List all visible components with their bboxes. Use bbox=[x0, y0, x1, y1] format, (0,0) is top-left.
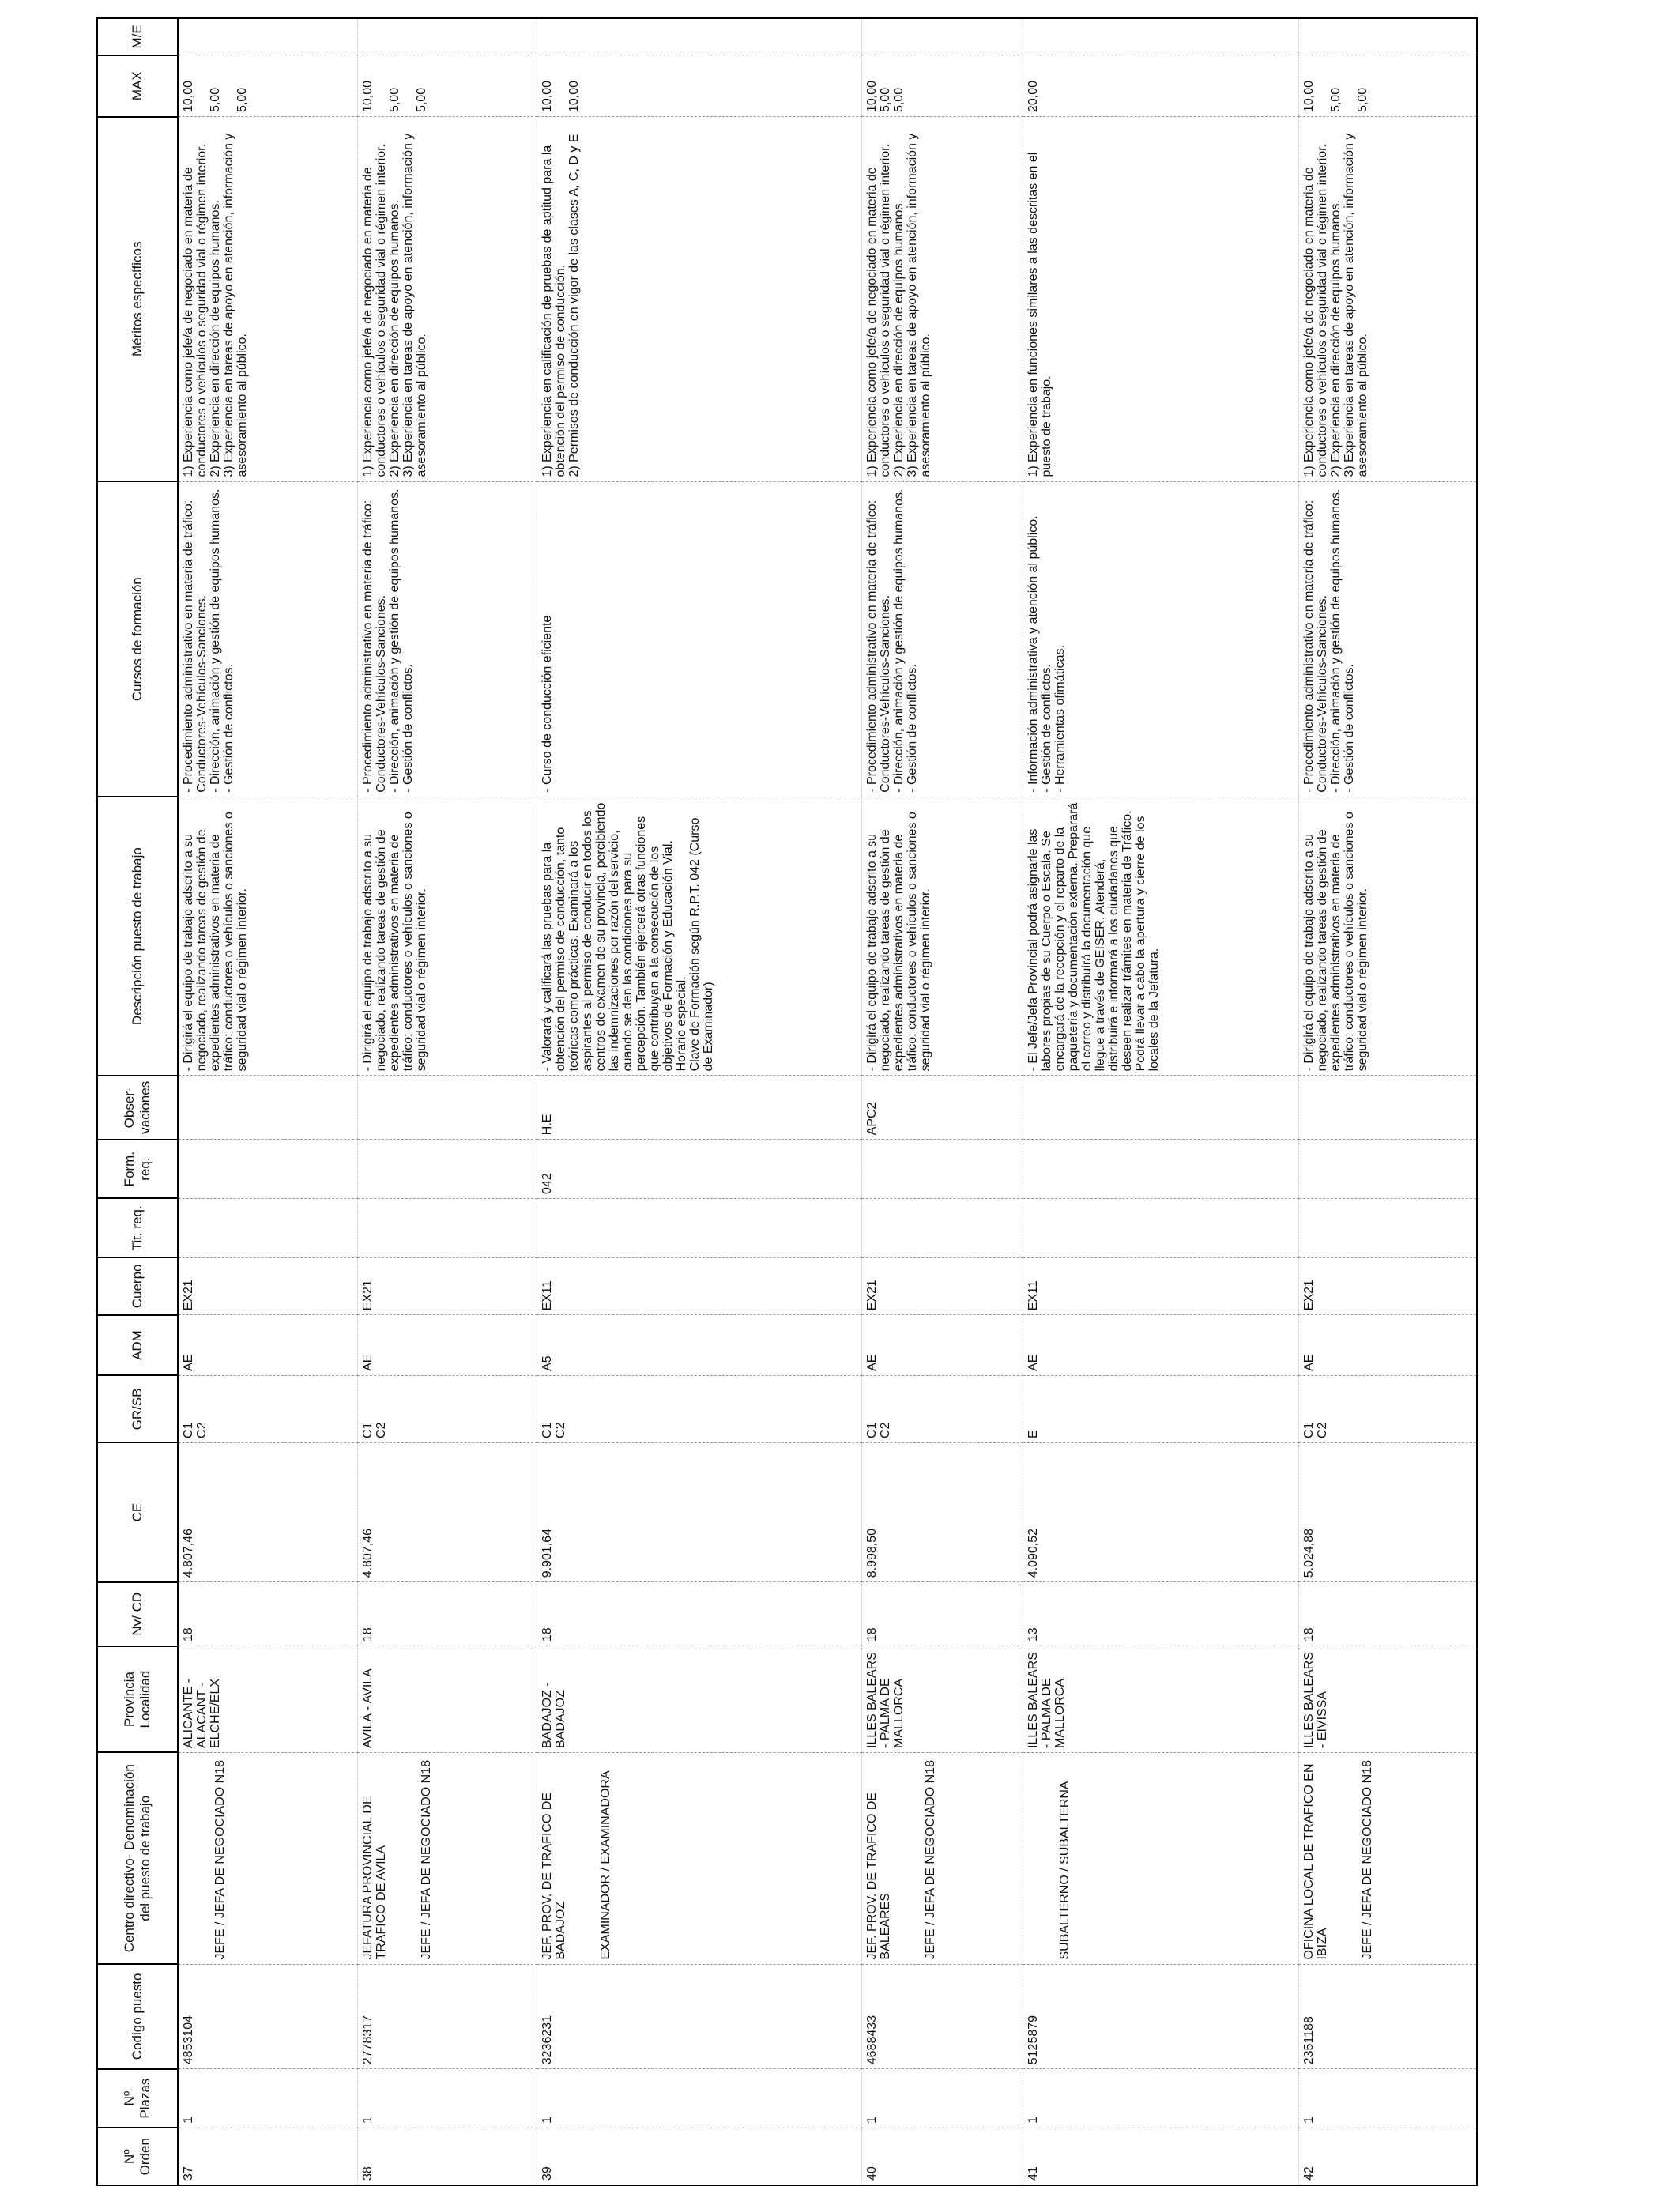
cell-max: 10,00 5,00 5,00 bbox=[1299, 55, 1478, 117]
cell-cuerpo: EX21 bbox=[178, 1257, 358, 1315]
cell-adm: A5 bbox=[537, 1315, 862, 1376]
cell-descripcion: - Valorará y calificará las pruebas para la obtención del permiso de conducción, tanto teóricas como prácticas. Examinará a los aspirantes al permiso de conducir en todos los centros de examen de su provincia, percibiendo las indemnizaciones por razón del servicio, cuando se den las condiciones para su percepción. También ejercerá otras funciones que contribuyan a la consecución de los objetivos de Formación y Educación Vial. Horario especial. Clave de Formación según R.P.T. 042 (Curso de Examinador) bbox=[537, 797, 862, 1076]
cell-plazas: 1 bbox=[1299, 2069, 1478, 2128]
cell-descripcion: - Dirigirá el equipo de trabajo adscrito a su negociado, realizando tareas de gestión de expedientes administrativos en materia de tráfico: conductores o vehículos o sanciones o seguridad vial o régimen interior. bbox=[358, 797, 537, 1076]
cell-tit bbox=[358, 1198, 537, 1257]
cell-orden: 37 bbox=[178, 2128, 358, 2185]
cell-meritos: 1) Experiencia como jefe/a de negociado en materia de conductores o vehículos o seguridad vial o régimen interior. 2) Experiencia en dirección de equipos humanos. 3) Experiencia en tareas de apoyo en atención, información y asesoramiento al público. bbox=[358, 117, 537, 481]
cell-grsb: E bbox=[1023, 1375, 1299, 1442]
cell-centro bbox=[178, 1752, 358, 1964]
cell-grsb: C1 C2 bbox=[1299, 1375, 1478, 1442]
cell-cuerpo: EX21 bbox=[862, 1257, 1023, 1315]
cell-centro bbox=[862, 1752, 1023, 1964]
cell-cuerpo: EX11 bbox=[1023, 1257, 1299, 1315]
cell-me bbox=[1023, 18, 1299, 55]
cell-cursos: - Curso de conducción eficiente bbox=[537, 481, 862, 797]
cell-adm: AE bbox=[178, 1315, 358, 1376]
cell-ce: 4.807,46 bbox=[358, 1442, 537, 1581]
cell-adm: AE bbox=[1299, 1315, 1478, 1376]
cell-cuerpo: EX21 bbox=[358, 1257, 537, 1315]
cell-provincia: ILLES BALEARS - EIVISSA bbox=[1299, 1646, 1478, 1753]
cell-nivel: 18 bbox=[178, 1582, 358, 1646]
cell-orden: 41 bbox=[1023, 2128, 1299, 2185]
denominacion: EXAMINADOR / EXAMINADORA bbox=[599, 1770, 612, 1960]
cell-cursos: - Procedimiento administrativo en materia de tráfico: Conductores-Vehículos-Sanciones. - Dirección, animación y gestión de equipos humanos. - Gestión de conflictos. bbox=[178, 481, 358, 797]
header-codigo: Codigo puesto bbox=[97, 1964, 178, 2069]
cell-ce: 4.090,52 bbox=[1023, 1442, 1299, 1581]
header-meritos: Méritos específicos bbox=[97, 117, 178, 481]
cell-adm: AE bbox=[862, 1315, 1023, 1376]
cell-max: 10,00 5,00 5,00 bbox=[358, 55, 537, 117]
cell-tit bbox=[1299, 1198, 1478, 1257]
cell-tit bbox=[537, 1198, 862, 1257]
cell-cursos: - Procedimiento administrativo en materia de tráfico: Conductores-Vehículos-Sanciones. - Dirección, animación y gestión de equipos humanos. - Gestión de conflictos. bbox=[358, 481, 537, 797]
header-row bbox=[97, 18, 178, 2185]
cell-descripcion: - El Jefe/Jefa Provincial podrá asignarle las labores propias de su Cuerpo o Escala. Se encargará de la recepción y el reparto de la paquetería y documentación externa. Preparará el correo y distribuirá la documentación que llegue a través de GEISER. Atenderá, distribuirá e informará a los ciudadanos que deseen realizar trámites en materia de Tráfico. Podrá llevar a cabo la apertura y cierre de los locales de la Jefatura. bbox=[1023, 797, 1299, 1076]
cell-ce: 4.807,46 bbox=[178, 1442, 358, 1581]
cell-descripcion: - Dirigirá el equipo de trabajo adscrito a su negociado, realizando tareas de gestión de expedientes administrativos en materia de tráfico: conductores o vehículos o sanciones o seguridad vial o régimen interior. bbox=[178, 797, 358, 1076]
cell-nivel: 18 bbox=[1299, 1582, 1478, 1646]
denominacion: JEFE / JEFA DE NEGOCIADO N18 bbox=[924, 1760, 937, 1960]
cell-tit bbox=[178, 1198, 358, 1257]
header-provincia: Provincia Localidad bbox=[97, 1646, 178, 1753]
cell-adm: AE bbox=[1023, 1315, 1299, 1376]
cell-orden: 40 bbox=[862, 2128, 1023, 2185]
cell-me bbox=[537, 18, 862, 55]
cell-orden: 39 bbox=[537, 2128, 862, 2185]
cell-adm: AE bbox=[358, 1315, 537, 1376]
cell-form bbox=[862, 1140, 1023, 1199]
cell-meritos: 1) Experiencia en funciones similares a las descritas en el puesto de trabajo. bbox=[1023, 117, 1299, 481]
cell-grsb: C1 C2 bbox=[178, 1375, 358, 1442]
positions-table bbox=[96, 17, 1478, 2186]
cell-provincia: ALICANTE - ALACANT - ELCHE/ELX bbox=[178, 1646, 358, 1753]
cell-descripcion: - Dirigirá el equipo de trabajo adscrito a su negociado, realizando tareas de gestión de expedientes administrativos en materia de tráfico: conductores o vehículos o sanciones o seguridad vial o régimen interior. bbox=[1299, 797, 1478, 1076]
header-descripcion: Descripción puesto de trabajo bbox=[97, 797, 178, 1076]
cell-codigo: 2351188 bbox=[1299, 1964, 1478, 2069]
cell-cursos: - Procedimiento administrativo en materia de tráfico: Conductores-Vehículos-Sanciones. - Dirección, animación y gestión de equipos humanos. - Gestión de conflictos. bbox=[1299, 481, 1478, 797]
header-tit: Tit. req. bbox=[97, 1198, 178, 1257]
cell-form bbox=[1023, 1140, 1299, 1199]
cell-codigo: 5125879 bbox=[1023, 1964, 1299, 2069]
table-row bbox=[862, 18, 1023, 2185]
header-centro: Centro directivo- Denominación del puesto de trabajo bbox=[97, 1752, 178, 1964]
cell-grsb: C1 C2 bbox=[358, 1375, 537, 1442]
cell-form bbox=[358, 1140, 537, 1199]
cell-grsb: C1 C2 bbox=[537, 1375, 862, 1442]
cell-cuerpo: EX21 bbox=[1299, 1257, 1478, 1315]
cell-plazas: 1 bbox=[862, 2069, 1023, 2128]
denominacion: JEFE / JEFA DE NEGOCIADO N18 bbox=[420, 1760, 433, 1960]
cell-centro bbox=[537, 1752, 862, 1964]
centro-directivo: JEF. PROV. DE TRAFICO DE BALEARES bbox=[865, 1792, 892, 1960]
cell-me bbox=[178, 18, 358, 55]
cell-tit bbox=[862, 1198, 1023, 1257]
cell-ce: 5.024,88 bbox=[1299, 1442, 1478, 1581]
cell-codigo: 2778317 bbox=[358, 1964, 537, 2069]
cell-max: 10,00 5,00 5,00 bbox=[862, 55, 1023, 117]
header-ce: CE bbox=[97, 1442, 178, 1581]
cell-obs bbox=[178, 1076, 358, 1140]
denominacion: SUBALTERNO / SUBALTERNA bbox=[1058, 1781, 1072, 1960]
cell-max: 10,00 10,00 bbox=[537, 55, 862, 117]
cell-codigo: 4688433 bbox=[862, 1964, 1023, 2069]
cell-nivel: 18 bbox=[358, 1582, 537, 1646]
cell-tit bbox=[1023, 1198, 1299, 1257]
header-form: Form. req. bbox=[97, 1140, 178, 1199]
table-row bbox=[537, 18, 862, 2185]
cell-ce: 8.998,50 bbox=[862, 1442, 1023, 1581]
cell-nivel: 18 bbox=[537, 1582, 862, 1646]
cell-me bbox=[358, 18, 537, 55]
header-cuerpo: Cuerpo bbox=[97, 1257, 178, 1315]
cell-cursos: - Procedimiento administrativo en materia de tráfico: Conductores-Vehículos-Sanciones. - Dirección, animación y gestión de equipos humanos. - Gestión de conflictos. bbox=[862, 481, 1023, 797]
cell-obs: H.E bbox=[537, 1076, 862, 1140]
cell-meritos: 1) Experiencia en calificación de pruebas de aptitud para la obtención del permiso de conducción. 2) Permisos de conducción en vigor de las clases A, C, D y E bbox=[537, 117, 862, 481]
cell-meritos: 1) Experiencia como jefe/a de negociado en materia de conductores o vehículos o seguridad vial o régimen interior. 2) Experiencia en dirección de equipos humanos. 3) Experiencia en tareas de apoyo en atención, información y asesoramiento al público. bbox=[862, 117, 1023, 481]
header-nivel: Nv/ CD bbox=[97, 1582, 178, 1646]
cell-obs bbox=[358, 1076, 537, 1140]
centro-directivo: JEFATURA PROVINCIAL DE TRAFICO DE AVILA bbox=[361, 1796, 388, 1960]
cell-max: 10,00 5,00 5,00 bbox=[178, 55, 358, 117]
table-row bbox=[178, 18, 358, 2185]
cell-ce: 9.901,64 bbox=[537, 1442, 862, 1581]
cell-codigo: 3236231 bbox=[537, 1964, 862, 2069]
table-row bbox=[1023, 18, 1299, 2185]
denominacion: JEFE / JEFA DE NEGOCIADO N18 bbox=[213, 1760, 227, 1960]
header-cursos: Cursos de formación bbox=[97, 481, 178, 797]
cell-orden: 42 bbox=[1299, 2128, 1478, 2185]
denominacion: JEFE / JEFA DE NEGOCIADO N18 bbox=[1361, 1760, 1374, 1960]
cell-nivel: 18 bbox=[862, 1582, 1023, 1646]
table-row bbox=[1299, 18, 1478, 2185]
header-plazas: Nº Plazas bbox=[97, 2069, 178, 2128]
cell-me bbox=[862, 18, 1023, 55]
cell-provincia: ILLES BALEARS - PALMA DE MALLORCA bbox=[1023, 1646, 1299, 1753]
cell-form bbox=[1299, 1140, 1478, 1199]
cell-plazas: 1 bbox=[178, 2069, 358, 2128]
cell-provincia: ILLES BALEARS - PALMA DE MALLORCA bbox=[862, 1646, 1023, 1753]
centro-directivo: OFICINA LOCAL DE TRAFICO EN IBIZA bbox=[1302, 1763, 1329, 1960]
cell-me bbox=[1299, 18, 1478, 55]
header-orden: Nº Orden bbox=[97, 2128, 178, 2185]
cell-provincia: AVILA - AVILA bbox=[358, 1646, 537, 1753]
cell-grsb: C1 C2 bbox=[862, 1375, 1023, 1442]
cell-obs bbox=[1023, 1076, 1299, 1140]
header-obs: Obser- vaciones bbox=[97, 1076, 178, 1140]
cell-obs: APC2 bbox=[862, 1076, 1023, 1140]
cell-obs bbox=[1299, 1076, 1478, 1140]
header-me: M/E bbox=[97, 18, 178, 55]
cell-plazas: 1 bbox=[537, 2069, 862, 2128]
cell-codigo: 4853104 bbox=[178, 1964, 358, 2069]
cell-plazas: 1 bbox=[1023, 2069, 1299, 2128]
header-adm: ADM bbox=[97, 1315, 178, 1376]
cell-cuerpo: EX11 bbox=[537, 1257, 862, 1315]
cell-cursos: - Información administrativa y atención al público. - Gestión de conflictos. - Herramientas ofimáticas. bbox=[1023, 481, 1299, 797]
cell-nivel: 13 bbox=[1023, 1582, 1299, 1646]
cell-max: 20,00 bbox=[1023, 55, 1299, 117]
cell-form bbox=[178, 1140, 358, 1199]
centro-directivo: JEF. PROV. DE TRAFICO DE BADAJOZ bbox=[541, 1792, 567, 1960]
cell-orden: 38 bbox=[358, 2128, 537, 2185]
header-max: MAX bbox=[97, 55, 178, 117]
header-grsb: GR/SB bbox=[97, 1375, 178, 1442]
cell-descripcion: - Dirigirá el equipo de trabajo adscrito a su negociado, realizando tareas de gestión de expedientes administrativos en materia de tráfico: conductores o vehículos o sanciones o seguridad vial o régimen interior. bbox=[862, 797, 1023, 1076]
cell-form: 042 bbox=[537, 1140, 862, 1199]
cell-centro bbox=[1023, 1752, 1299, 1964]
cell-provincia: BADAJOZ - BADAJOZ bbox=[537, 1646, 862, 1753]
cell-centro bbox=[358, 1752, 537, 1964]
cell-meritos: 1) Experiencia como jefe/a de negociado en materia de conductores o vehículos o seguridad vial o régimen interior. 2) Experiencia en dirección de equipos humanos. 3) Experiencia en tareas de apoyo en atención, información y asesoramiento al público. bbox=[178, 117, 358, 481]
table-row bbox=[358, 18, 537, 2185]
cell-centro bbox=[1299, 1752, 1478, 1964]
cell-meritos: 1) Experiencia como jefe/a de negociado en materia de conductores o vehículos o seguridad vial o régimen interior. 2) Experiencia en dirección de equipos humanos. 3) Experiencia en tareas de apoyo en atención, información y asesoramiento al público. bbox=[1299, 117, 1478, 481]
cell-plazas: 1 bbox=[358, 2069, 537, 2128]
